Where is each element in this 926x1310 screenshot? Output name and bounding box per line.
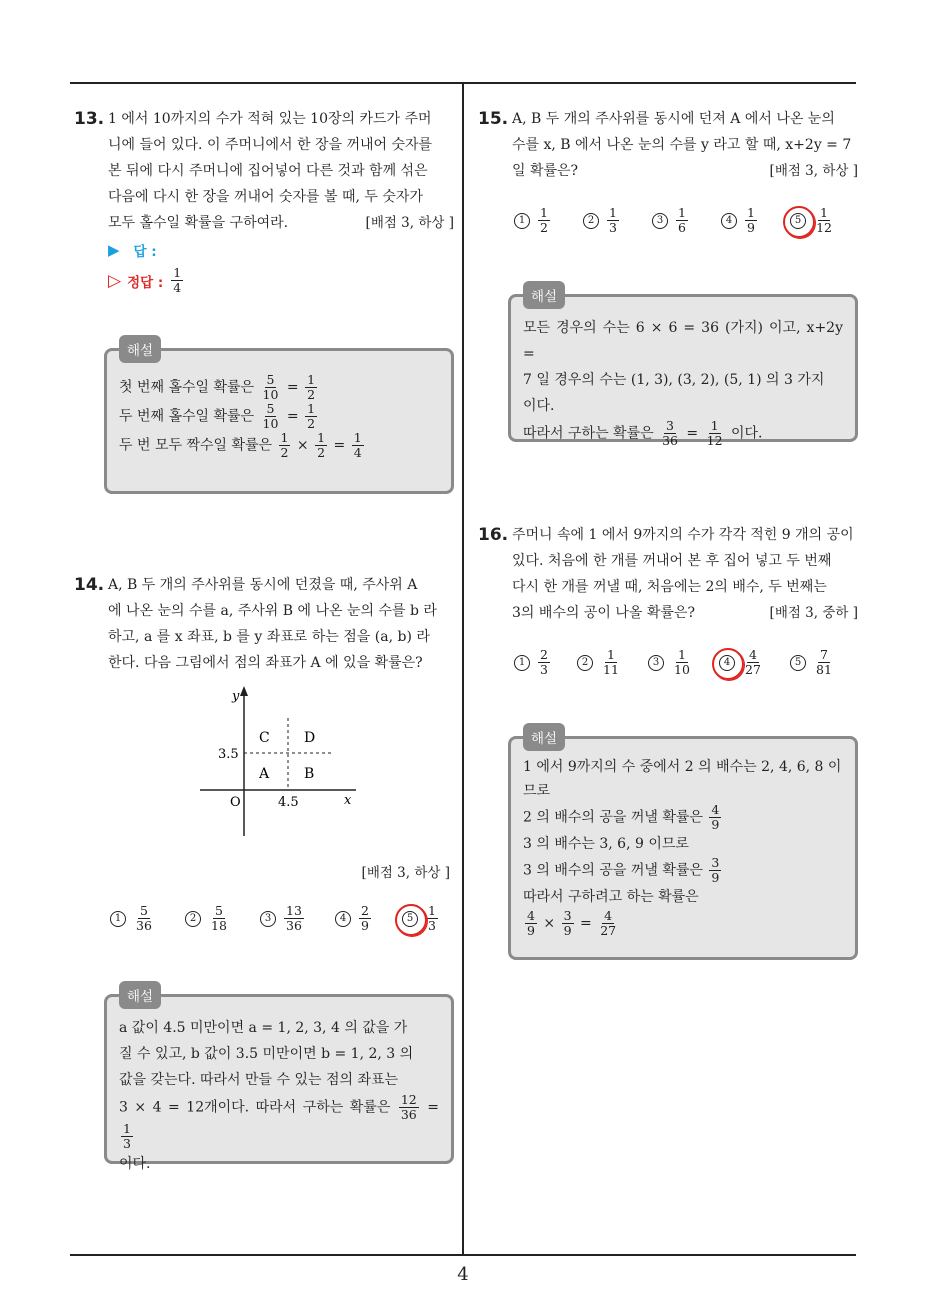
question-line: 있다. 처음에 한 개를 꺼내어 본 후 집어 넣고 두 번째 — [512, 553, 832, 569]
choice-number: 1 — [514, 655, 530, 671]
correct-answer-fraction: $\frac{1}{4}$ — [173, 265, 182, 295]
choice-4[interactable]: 4 $\frac{4}{27}$ — [719, 648, 765, 677]
question-line: 다음에 다시 한 장을 꺼내어 숫자를 볼 때, 두 숫자가 — [108, 189, 423, 205]
question-number: 16. — [478, 525, 509, 545]
choice-2[interactable]: 2 $\frac{5}{18}$ — [185, 904, 231, 933]
question-text — [108, 106, 454, 236]
choice-4[interactable]: 4 $\frac{2}{9}$ — [335, 904, 373, 933]
choice-3[interactable]: 3 $\frac{13}{36}$ — [260, 904, 306, 933]
question-number: 13. — [74, 109, 105, 129]
choice-number: 5 — [790, 213, 806, 229]
page-number: 4 — [457, 1264, 469, 1285]
explanation-line: 모든 경우의 수는 6 × 6 = 36 (가지) 이고, x+2y = — [523, 320, 843, 362]
choice-number: 1 — [110, 911, 126, 927]
answer-label: 답 : — [133, 244, 157, 260]
explanation-line: 1 에서 9까지의 수 중에서 2 의 배수는 2, 4, 6, 8 이 — [523, 759, 842, 775]
question-line — [108, 210, 454, 236]
column-divider — [462, 84, 464, 1256]
explanation-label: 해설 — [523, 723, 565, 751]
explanation-line: 따라서 구하는 확률은 $\frac{3}{36}$ = $\frac{1}{12}$ 이다. — [523, 418, 763, 448]
question-line: 3의 배수의 공이 나올 확률은? [배점 3, 중하 ] — [512, 600, 858, 626]
points-row — [300, 860, 450, 886]
question-line-text: 모두 홀수일 확률을 구하여라. — [108, 215, 289, 231]
selected-circle-mark — [712, 648, 744, 680]
explanation-line: 값을 갖는다. 따라서 만들 수 있는 점의 좌표는 — [119, 1072, 399, 1088]
points-label: [배점 3, 하상 ] — [365, 215, 454, 231]
choice-number: 1 — [514, 213, 530, 229]
question-15 — [478, 106, 858, 190]
choice-list — [514, 648, 836, 677]
choice-number: 5 — [790, 655, 806, 671]
explanation-label: 해설 — [119, 981, 161, 1009]
explanation-line: 이다. — [523, 398, 555, 414]
question-text — [512, 106, 858, 184]
explanation-line: a 값이 4.5 미만이면 a = 1, 2, 3, 4 의 값을 가 — [119, 1020, 408, 1036]
choice-5[interactable]: 5 $\frac{1}{12}$ — [790, 206, 836, 235]
choice-number: 3 — [648, 655, 664, 671]
choice-number: 2 — [577, 655, 593, 671]
explanation-line: 두 번째 홀수일 확률은 $\frac{5}{10}$ = $\frac{1}{2}$ — [119, 401, 316, 431]
choice-1[interactable]: 1 $\frac{5}{36}$ — [110, 904, 156, 933]
choice-4[interactable]: 4 $\frac{1}{9}$ — [721, 206, 759, 235]
play-icon: ▶ — [108, 241, 120, 259]
explanation-body — [523, 755, 843, 938]
question-line: 한다. 다음 그림에서 점의 좌표가 A 에 있을 확률은? — [108, 655, 423, 671]
choice-number: 3 — [652, 213, 668, 229]
points-label: [배점 3, 중하 ] — [769, 605, 858, 621]
question-line: 1 에서 10까지의 수가 적혀 있는 10장의 카드가 주머 — [108, 111, 432, 127]
question-line: 일 확률은? [배점 3, 하상 ] — [512, 158, 858, 184]
x-value-label: 4.5 — [278, 795, 299, 810]
explanation-line: 7 일 경우의 수는 (1, 3), (3, 2), (5, 1) 의 3 가지 — [523, 372, 825, 388]
question-16 — [478, 522, 858, 632]
question-line: 니에 들어 있다. 이 주머니에서 한 장을 꺼내어 숫자를 — [108, 137, 433, 153]
question-line: 수를 x, B 에서 나온 눈의 수를 y 라고 할 때, x+2y = 7 — [512, 137, 852, 153]
explanation-box — [104, 989, 454, 1172]
choice-5[interactable]: 5 $\frac{7}{81}$ — [790, 648, 836, 677]
explanation-label: 해설 — [119, 335, 161, 363]
region-b-label: B — [304, 766, 315, 782]
answer-row — [108, 240, 157, 260]
coordinate-diagram — [196, 684, 376, 844]
question-line: A, B 두 개의 주사위를 동시에 던졌을 때, 주사위 A — [108, 577, 418, 593]
explanation-line: 므로 — [523, 783, 551, 799]
choice-list — [110, 904, 440, 933]
explanation-box — [508, 289, 858, 448]
y-axis-arrow-icon — [240, 686, 248, 696]
explanation-body — [119, 373, 439, 460]
question-text — [108, 572, 454, 676]
choice-number: 4 — [721, 213, 737, 229]
question-line: 하고, a 를 x 좌표, b 를 y 좌표로 하는 점을 (a, b) 라 — [108, 629, 430, 645]
y-value-label: 3.5 — [218, 747, 239, 762]
explanation-box — [508, 731, 858, 960]
choice-number: 4 — [719, 655, 735, 671]
explanation-line: 질 수 있고, b 값이 3.5 미만이면 b = 1, 2, 3 의 — [119, 1046, 414, 1062]
points-label: [배점 3, 하상 ] — [361, 865, 450, 881]
choice-3[interactable]: 3 $\frac{1}{10}$ — [648, 648, 694, 677]
origin-label: O — [230, 795, 241, 810]
choice-2[interactable]: 2 $\frac{1}{11}$ — [577, 648, 623, 677]
correct-answer-label: 정답 : — [127, 274, 164, 291]
region-c-label: C — [259, 730, 270, 746]
explanation-label: 해설 — [523, 281, 565, 309]
explanation-line: $\frac{4}{9}$ × $\frac{3}{9}$ = $\frac{4}{27}$ — [527, 908, 617, 938]
correct-answer-row — [108, 266, 185, 295]
choice-5[interactable]: 5 $\frac{1}{3}$ — [402, 904, 440, 933]
choice-1[interactable]: 1 $\frac{2}{3}$ — [514, 648, 552, 677]
choice-1[interactable]: 1 $\frac{1}{2}$ — [514, 206, 552, 235]
question-line: 에 나온 눈의 수를 a, 주사위 B 에 나온 눈의 수를 b 라 — [108, 603, 437, 619]
region-d-label: D — [304, 730, 316, 746]
explanation-body — [119, 1015, 439, 1177]
x-axis-label: x — [344, 793, 352, 808]
choice-3[interactable]: 3 $\frac{1}{6}$ — [652, 206, 690, 235]
question-14 — [74, 572, 454, 682]
explanation-line: 2 의 배수의 공을 꺼낼 확률은 $\frac{4}{9}$ — [523, 802, 720, 832]
outline-play-icon: ▷ — [108, 270, 122, 291]
explanation-line: 두 번 모두 짝수일 확률은 $\frac{1}{2}$ × $\frac{1}{2}$ = $\frac{1}{4}$ — [119, 430, 362, 460]
question-line: 주머니 속에 1 에서 9까지의 수가 각각 적힌 9 개의 공이 — [512, 527, 854, 543]
choice-2[interactable]: 2 $\frac{1}{3}$ — [583, 206, 621, 235]
bottom-rule — [70, 1254, 856, 1256]
question-line: 본 뒤에 다시 주머니에 집어넣어 다른 것과 함께 섞은 — [108, 163, 428, 179]
selected-circle-mark — [783, 206, 815, 238]
question-number: 14. — [74, 575, 105, 595]
explanation-line: 따라서 구하려고 하는 확률은 — [523, 889, 699, 905]
choice-number: 5 — [402, 911, 418, 927]
explanation-line: 3 의 배수의 공을 꺼낼 확률은 $\frac{3}{9}$ — [523, 855, 720, 885]
explanation-body — [523, 315, 843, 448]
choice-number: 4 — [335, 911, 351, 927]
choice-list — [514, 206, 836, 235]
choice-number: 3 — [260, 911, 276, 927]
question-line: A, B 두 개의 주사위를 동시에 던져 A 에서 나온 눈의 — [512, 111, 835, 127]
points-label: [배점 3, 하상 ] — [769, 163, 858, 179]
explanation-line: 이다. — [119, 1156, 151, 1172]
explanation-box — [104, 343, 454, 494]
explanation-line: 3 × 4 = 12개이다. 따라서 구하는 확률은 $\frac{12}{36}$ = $\frac{1}{3}$ — [119, 1092, 439, 1151]
choice-number: 2 — [185, 911, 201, 927]
explanation-line: 첫 번째 홀수일 확률은 $\frac{5}{10}$ = $\frac{1}{2}$ — [119, 372, 316, 402]
explanation-line: 3 의 배수는 3, 6, 9 이므로 — [523, 836, 689, 852]
region-a-label: A — [259, 766, 270, 782]
question-number: 15. — [478, 109, 509, 129]
selected-circle-mark — [395, 904, 427, 936]
y-axis-label: y — [232, 689, 240, 704]
question-13 — [74, 106, 454, 246]
choice-number: 2 — [583, 213, 599, 229]
question-text — [512, 522, 858, 626]
question-line: 다시 한 개를 꺼낼 때, 처음에는 2의 배수, 두 번째는 — [512, 579, 827, 595]
